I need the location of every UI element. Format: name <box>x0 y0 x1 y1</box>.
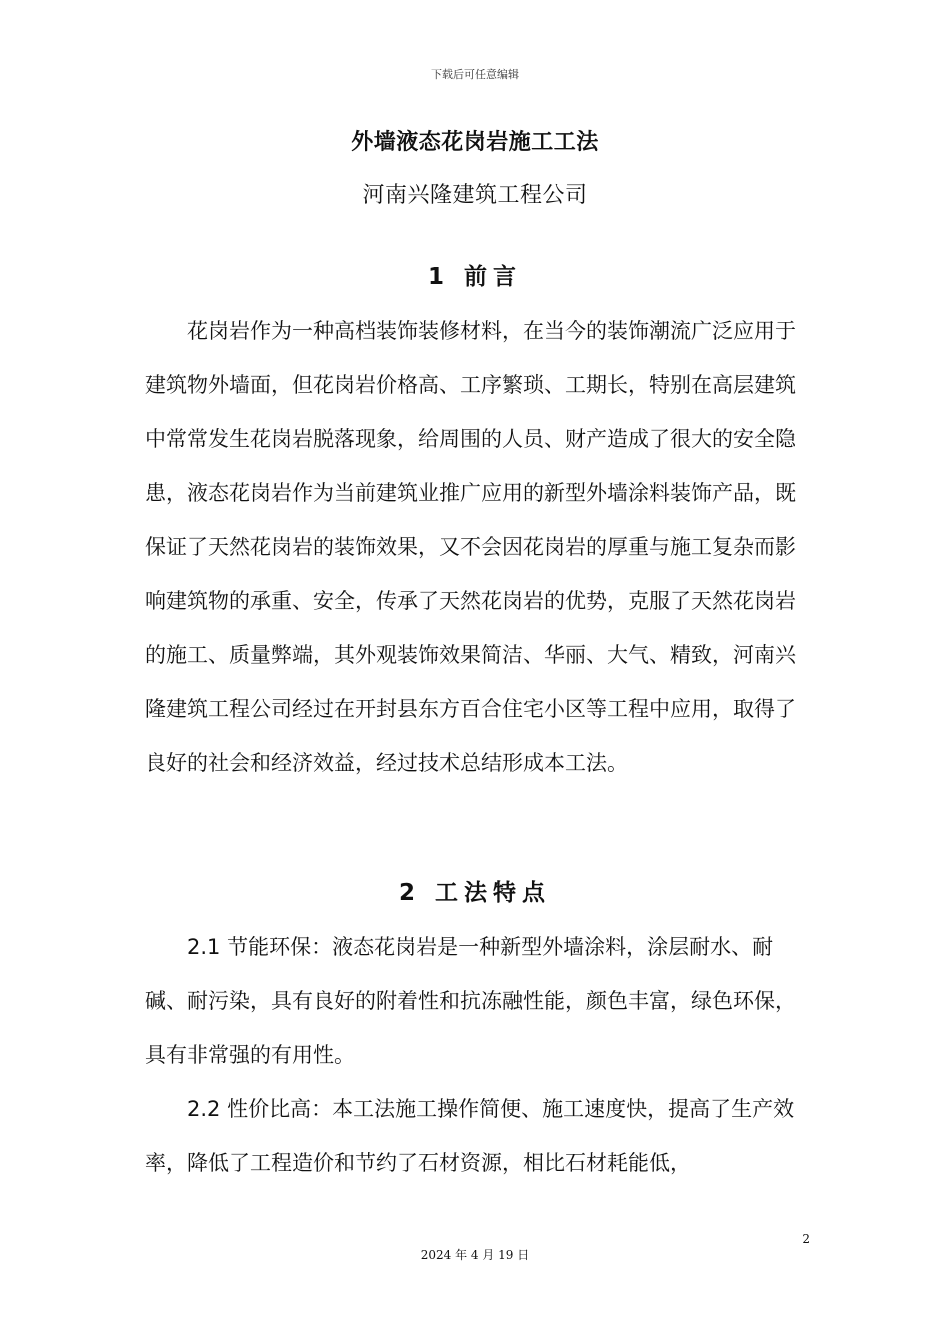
document-subtitle: 河南兴隆建筑工程公司 <box>362 183 588 208</box>
section-heading-preface: 1 前言 <box>427 264 522 290</box>
section-heading-features: 2 工法特点 <box>398 880 551 906</box>
preface-paragraph: 花岗岩作为一种高档装饰装修材料，在当今的装饰潮流广泛应用于建筑物外墙面，但花岗岩价格高、工序繁琐、工期长，特别在高层建筑中常常发生花岗岩脱落现象，给周围的人员、财产造成了很大的安全隐患，液态花岗岩作为当前建筑业推广应用的新型外墙涂料装饰产品，既保证了天然花岗岩的装饰效果，又不会因花岗岩的厚重与施工复杂而影响建筑物的承重、安全，传承了天然花岗岩的优势，克服了天然花岗岩的施工、质量弊端，其外观装饰效果简洁、华丽、大气、精致，河南兴隆建筑工程公司经过在开封县东方百合住宅小区等工程中应用，取得了良好的社会和经济效益，经过技术总结形成本工法。 <box>145 319 796 775</box>
page-number: 2 <box>802 1232 810 1246</box>
header-note: 下载后可任意编辑 <box>431 68 519 81</box>
feature-paragraph-energy-saving: 2.1 节能环保：液态花岗岩是一种新型外墙涂料，涂层耐水、耐碱、耐污染，具有良好的附着性和抗冻融性能，颜色丰富，绿色环保，具有非常强的有用性。 <box>145 935 796 1067</box>
feature-paragraph-cost-effective: 2.2 性价比高：本工法施工操作简便、施工速度快，提高了生产效率，降低了工程造价和节约了石材资源，相比石材耗能低， <box>145 1097 795 1175</box>
document-title: 外墙液态花岗岩施工工法 <box>351 130 599 155</box>
footer-date: 2024 年 4 月 19 日 <box>420 1248 530 1262</box>
